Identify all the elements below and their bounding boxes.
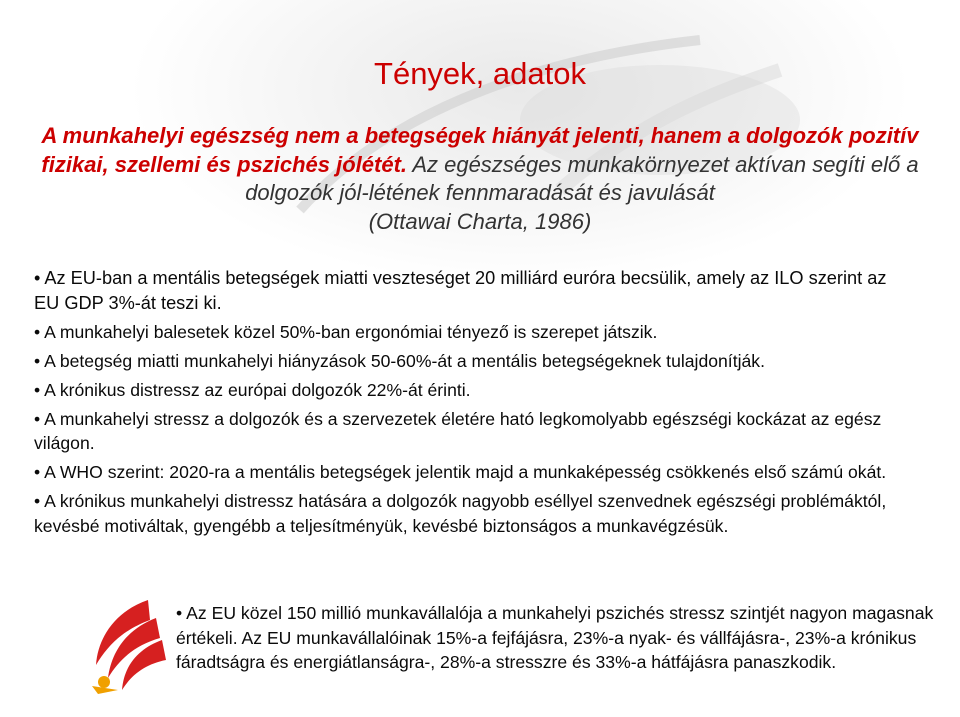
- list-item-text: A munkahelyi stressz a dolgozók és a szervezetek életére ható legkomolyabb egészségi kockázat az egész világon.: [34, 408, 882, 453]
- bullet-icon: •: [34, 462, 41, 482]
- list-item-text: A WHO szerint: 2020-ra a mentális betegségek jelentik majd a munkaképesség csökkenés első számú okát.: [44, 462, 887, 482]
- list-item: [34, 349, 914, 374]
- list-item-text: A krónikus munkahelyi distressz hatására a dolgozók nagyobb eséllyel szenvednek egészségi problémáktól, kevésbé motiváltak, gyengébb a teljesítményük, kevésbé biztonságos a munkavégzésük.: [34, 491, 887, 536]
- list-item-text: A munkahelyi balesetek közel 50%-ban ergonómiai tényező is szerepet játszik.: [44, 321, 658, 342]
- quote-dark-text: Az egészséges munkakörnyezet aktívan segíti elő a dolgozók jól-létének fennmaradását és javulását: [245, 151, 919, 205]
- bullet-list: [34, 266, 914, 543]
- slide-title: Tények, adatok: [374, 56, 586, 91]
- indented-bullet-list: [176, 601, 936, 675]
- list-item: [34, 378, 914, 403]
- quote-red-text: A munkahelyi egészség nem a betegségek hiányát jelenti, hanem a dolgozók pozitív fizikai, szellemi és pszichés jólétét.: [41, 123, 919, 177]
- list-item: [34, 407, 914, 456]
- bullet-icon: •: [34, 350, 41, 371]
- list-item: [34, 266, 914, 315]
- list-item-text: Az EU-ban a mentális betegségek miatti veszteséget 20 milliárd euróra becsülik, amely az ILO szerint az EU GDP 3%-át teszi ki.: [34, 268, 887, 313]
- quote-source: (Ottawai Charta, 1986): [368, 208, 592, 234]
- quote-block: [20, 122, 940, 236]
- bird-logo-icon: [78, 590, 178, 700]
- bullet-icon: •: [34, 491, 41, 511]
- bullet-icon: •: [34, 408, 41, 429]
- list-item: [34, 489, 914, 538]
- list-item: [34, 320, 914, 345]
- list-item-text: A krónikus distressz az európai dolgozók 22%-át érinti.: [44, 379, 471, 400]
- bullet-icon: •: [34, 379, 41, 400]
- list-item: [34, 460, 914, 485]
- list-item: [176, 601, 936, 675]
- bullet-icon: •: [34, 321, 41, 342]
- list-item-text: A betegség miatti munkahelyi hiányzások 50-60%-át a mentális betegségeknek tulajdonítják.: [44, 350, 765, 371]
- bullet-icon: •: [34, 268, 41, 288]
- bullet-icon: •: [176, 603, 183, 623]
- list-item-text: Az EU közel 150 millió munkavállalója a munkahelyi pszichés stressz szintjét nagyon magasnak értékeli. Az EU munkavállalóinak 15%-a fejfájásra, 23%-a nyak- és vállfájásra-, 23%-a krónikus fáradtságra és energiátlanságra-, 28%-a stresszre és 33%-a hátfájásra panaszkodik.: [176, 603, 934, 672]
